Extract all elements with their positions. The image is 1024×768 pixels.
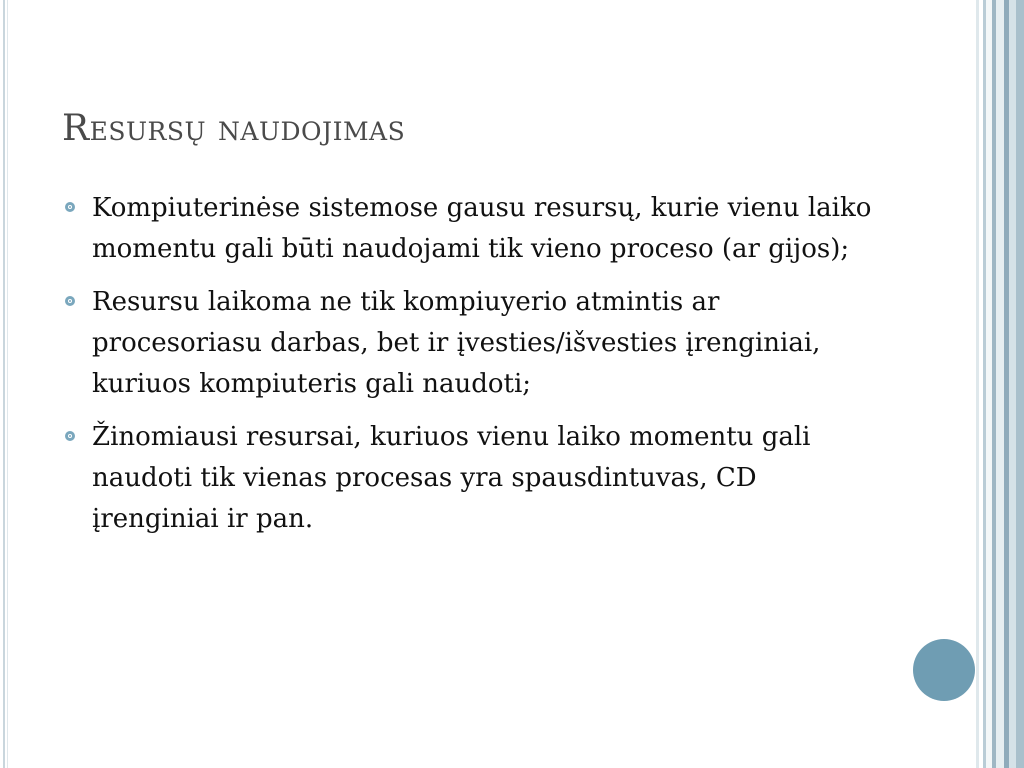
left-border-decoration bbox=[0, 0, 10, 768]
left-border-line-inner bbox=[7, 0, 8, 768]
bullet-list bbox=[62, 188, 882, 552]
stripe bbox=[1009, 0, 1016, 768]
right-stripe-decoration bbox=[976, 0, 1024, 768]
bullet-text: Resursu laikoma ne tik kompiuyerio atmintis ar procesoriasu darbas, bet ir įvesties/išvesties įrenginiai, kuriuos kompiuteris gali naudoti; bbox=[92, 287, 821, 399]
bullet-ring-icon bbox=[65, 202, 75, 212]
stripe bbox=[996, 0, 1004, 768]
bullet-text: Kompiuterinėse sistemose gausu resursų, kurie vienu laiko momentu gali būti naudojami tik vieno proceso (ar gijos); bbox=[92, 193, 872, 264]
bullet-text: Žinomiausi resursai, kuriuos vienu laiko momentu gali naudoti tik vienas procesas yra spausdintuvas, CD įrenginiai ir pan. bbox=[92, 422, 811, 534]
circle-decoration bbox=[913, 639, 975, 701]
bullet-ring-icon bbox=[65, 296, 75, 306]
slide-title: Resursų naudojimas bbox=[62, 108, 406, 149]
bullet-item bbox=[62, 282, 882, 405]
bullet-ring-icon bbox=[65, 431, 75, 441]
left-border-line bbox=[3, 0, 5, 768]
bullet-item bbox=[62, 417, 882, 540]
bullet-item bbox=[62, 188, 882, 270]
stripe bbox=[1016, 0, 1024, 768]
